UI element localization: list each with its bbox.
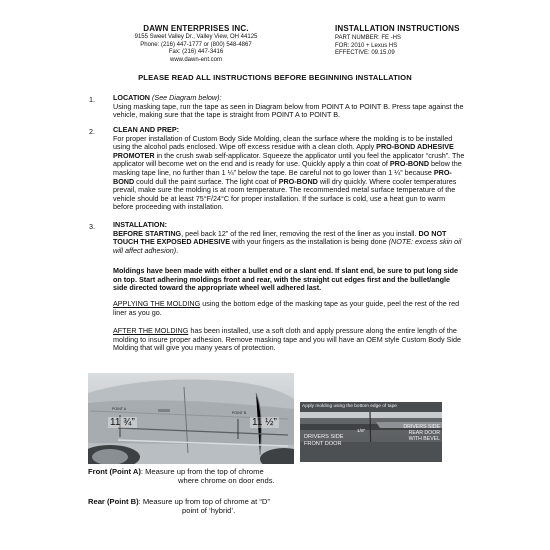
section-3-title: INSTALLATION	[113, 220, 165, 229]
front-measurement: 11 ¾”	[110, 417, 135, 428]
section-3-note: (NOTE: excess skin oil will affect adhesion)	[113, 237, 462, 255]
rear-point-text: : Measure up from top of chrome at “D”	[138, 497, 270, 506]
section-3-text-part: , peel back 12” of the red liner, removing the rest of the liner as you install.	[181, 228, 419, 238]
section-2-text-part: could dull the paint surface. The light coat of	[134, 176, 279, 186]
section-2-title: CLEAN AND PREP	[113, 125, 177, 134]
section-2-text-part: will dry quickly. Where cooler temperatures prevail, make sure the molding is at room temperature. The recommended metal surface temperature of the vehicle should be at least 75°F/24°C for proper installation. If the surface is cold, use a heat gun to warm before proceeding with installation.	[113, 176, 457, 212]
front-point-caption	[88, 467, 328, 485]
section-2-bold-part: PRO-BOND	[278, 176, 318, 186]
section-2-text-part: below the masking tape line, no further than 1 ¼” below the tape. Be careful not to go lower than 1 ¼” because	[113, 159, 462, 177]
front-door-label-line1: DRIVERS SIDE	[304, 434, 344, 440]
front-point-text-cont: where chrome on door ends.	[178, 476, 275, 485]
rear-point-label: Rear (Point B)	[88, 497, 139, 506]
section-3-text	[113, 230, 467, 256]
front-point-text: : Measure up from the top of chrome	[140, 467, 264, 476]
company-contact	[96, 34, 296, 64]
rear-door-label-line3: WITH BEVEL	[408, 436, 440, 443]
section-2-title-colon: :	[176, 125, 180, 134]
section-1-text: Using masking tape, run the tape as seen in Diagram below from POINT A to POINT B. Press tape against the vehicle, making sure that the tape is straight from POINT A to POINT B.	[113, 101, 464, 120]
rear-door-label-line1: DRIVERS SIDE	[403, 424, 440, 430]
applying-paragraph	[113, 300, 465, 317]
company-website-line: www.dawn-ent.com	[169, 56, 223, 63]
rear-point-caption	[88, 497, 328, 515]
section-3	[113, 221, 467, 255]
after-lead: AFTER THE MOLDING	[113, 326, 189, 335]
section-2-number: 2.	[89, 127, 95, 136]
section-3-text-part: with your fingers as the installation is being done	[230, 237, 389, 247]
door-closeup-photo	[300, 402, 442, 462]
read-all-banner: PLEASE READ ALL INSTRUCTIONS BEFORE BEGINNING INSTALLATION	[138, 73, 412, 82]
document-title: INSTALLATION INSTRUCTIONS	[335, 24, 460, 33]
part-number: PART NUMBER: FE -HS	[335, 35, 402, 41]
gap-label: 1/8”	[357, 429, 366, 434]
section-1-number: 1.	[89, 95, 95, 104]
section-2-bold-part: PRO-BOND	[113, 167, 452, 186]
section-3-number: 3.	[89, 222, 95, 231]
section-3-bold-part: BEFORE STARTING	[113, 228, 182, 238]
applying-lead: APPLYING THE MOLDING	[113, 299, 201, 308]
vehicle-fitment: FOR: 2010 + Lexus HS	[335, 42, 398, 49]
section-1-title: LOCATION	[113, 93, 150, 102]
applying-text: using the bottom edge of the masking tape as your guide, peel the rest of the red liner as you go.	[113, 299, 460, 317]
point-a-label: POINT A	[112, 407, 127, 411]
point-b-label: POINT B	[232, 411, 247, 415]
section-2-text	[113, 135, 467, 212]
rear-point-text-cont: point of ‘hybrid’.	[182, 506, 236, 515]
after-paragraph	[113, 327, 465, 353]
company-name: DAWN ENTERPRISES INC.	[143, 24, 249, 33]
rear-door-label	[392, 424, 440, 443]
car-side-photo	[88, 373, 294, 464]
section-2-text-part: in the crush swab self-applicator. Squeeze the applicator until you feel the applicator “crush”. The applicator will become wet on the end and is ready for use. Quickly apply a thin coat of	[113, 150, 465, 169]
after-text: has been installed, use a soft cloth and apply pressure along the entire length of the molding to insure proper adhesion. Remove masking tape and you will have an OEM style Custom Body Side Molding that will give you many years of protection.	[113, 326, 461, 353]
front-door-label	[304, 434, 343, 448]
front-point-label: Front (Point A)	[88, 467, 141, 476]
section-3-bold-part: DO NOT TOUCH THE EXPOSED ADHESIVE	[113, 228, 447, 247]
molding-end-note: Moldings have been made with either a bullet end or a slant end. If slant end, be sure to put long side on top. Start adhering moldings front and rear, with the straight cut edges first and the bullet/angle side directed toward the appropriate wheel well adhered last.	[113, 266, 459, 293]
section-2-bold-part: PRO-BOND	[389, 159, 430, 169]
company-phone-line: Phone: (216) 447-1777 or (800) 548-4867	[140, 41, 252, 48]
effective-date: EFFECTIVE: 09.15.09	[335, 50, 395, 56]
rear-door-label-line2: REAR DOOR	[408, 430, 440, 437]
section-2	[113, 126, 467, 212]
section-2-text-part: For proper installation of Custom Body Side Molding, clean the surface where the molding is to be installed using the alcohol pads enclosed. Wipe off excess residue with a clean cloth. Apply	[113, 133, 453, 152]
section-2-bold-part: PRO-BOND ADHESIVE PROMOTER	[113, 142, 454, 160]
company-fax-line: Fax: (216) 447-3416	[168, 49, 224, 55]
front-door-label-line2: FRONT DOOR	[304, 441, 342, 447]
document-info	[335, 24, 535, 58]
tape-guide-caption: Apply molding using the bottom edge of tape	[302, 404, 397, 409]
rear-measurement: 11 ½”	[252, 417, 277, 428]
section-1	[113, 94, 465, 120]
section-3-text-part: .	[176, 245, 179, 255]
section-3-title-colon: :	[164, 220, 168, 229]
company-address-line: 9155 Sweet Valley Dr., Valley View, OH 44125	[134, 34, 258, 40]
section-1-title-note: (See Diagram below):	[152, 93, 222, 102]
